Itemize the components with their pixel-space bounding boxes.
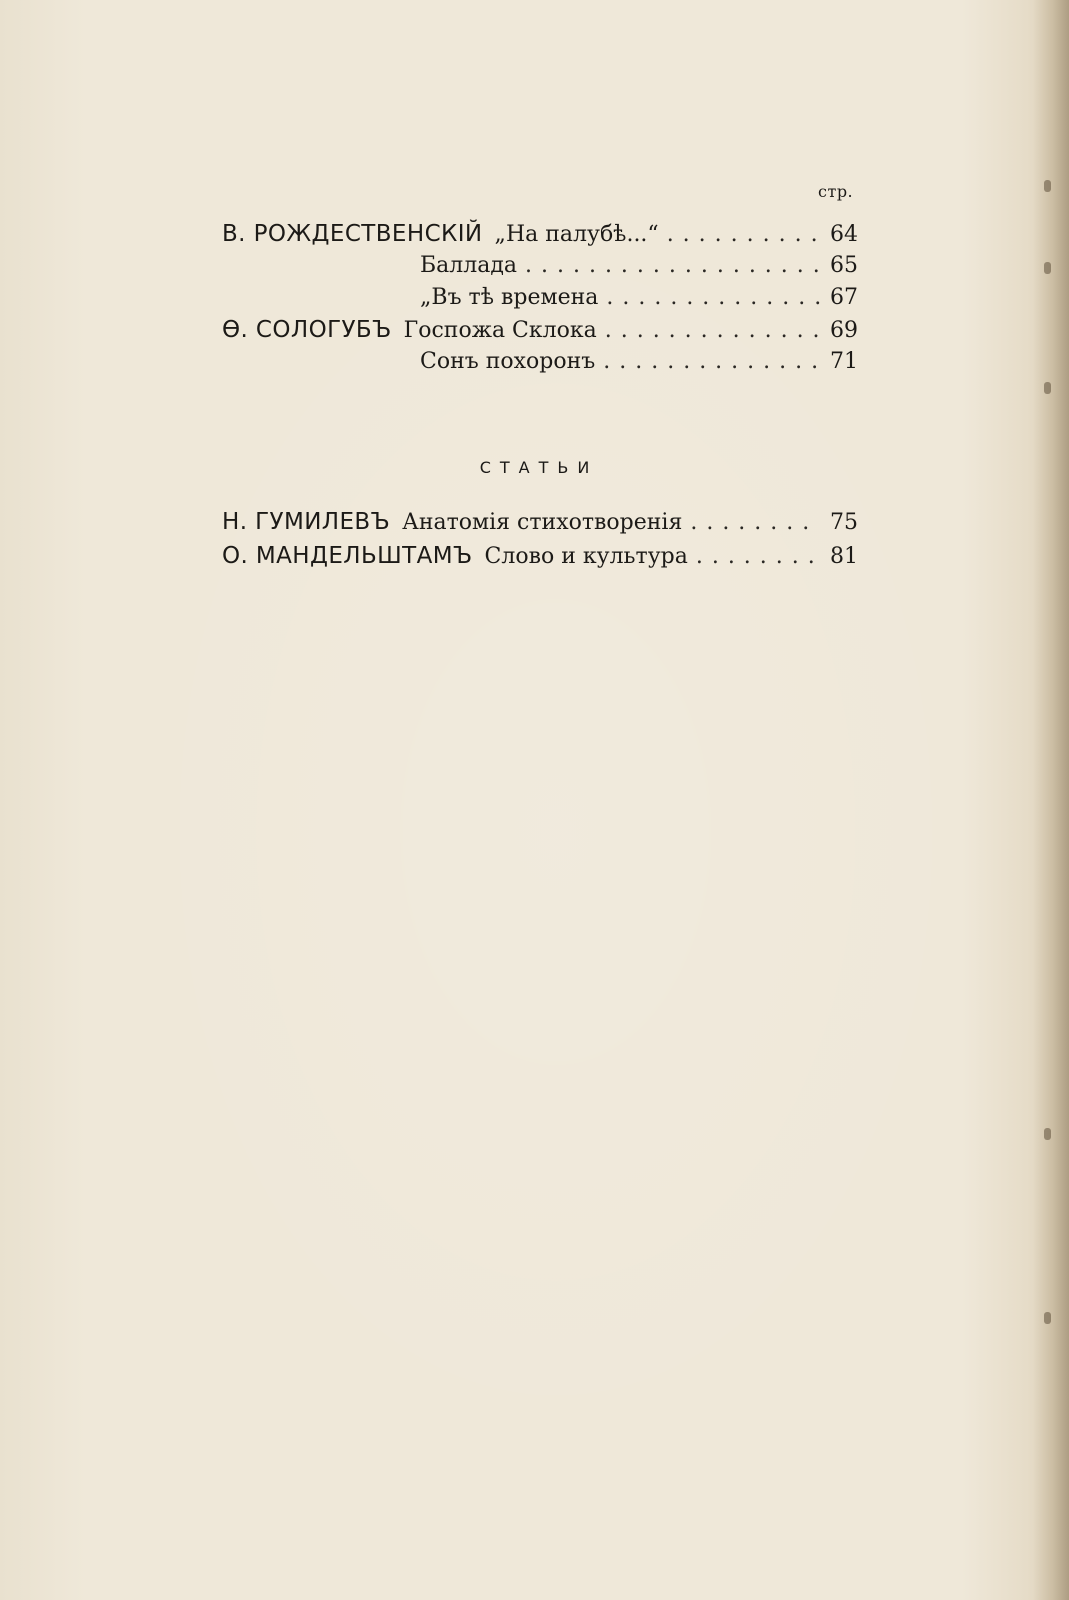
toc-title: „На палубѣ...“ <box>494 222 659 247</box>
section-heading: СТАТЬИ <box>479 458 599 477</box>
toc-page-number: 75 <box>830 510 858 535</box>
page-column-label: стр. <box>818 182 854 201</box>
toc-title: Госпожа Склока <box>403 318 597 343</box>
toc-page-number: 81 <box>830 544 858 569</box>
toc-author: Н. ГУМИЛЕВЪ <box>222 509 391 535</box>
toc-page-number: 65 <box>830 253 858 278</box>
toc-page-number: 69 <box>830 318 858 343</box>
toc-author: О. МАНДЕЛЬШТАМЪ <box>222 543 473 569</box>
toc-entry <box>222 314 858 346</box>
binding-stitch <box>1044 1312 1051 1324</box>
dot-leader <box>605 315 820 347</box>
toc-page-number: 64 <box>830 222 858 247</box>
toc-page-number: 71 <box>830 349 858 374</box>
toc-entry <box>222 506 858 538</box>
toc-entry <box>222 346 858 378</box>
dot-leader <box>696 541 820 573</box>
toc-entry <box>222 540 858 572</box>
page-spine-shadow <box>1033 0 1069 1600</box>
dot-leader <box>667 219 820 251</box>
binding-stitch <box>1044 180 1051 192</box>
dot-leader <box>603 346 820 378</box>
binding-stitch <box>1044 1128 1051 1140</box>
binding-stitch <box>1044 262 1051 274</box>
toc-page-number: 67 <box>830 285 858 310</box>
toc-author: Ѳ. СОЛОГУБЪ <box>222 317 392 343</box>
toc-entry <box>222 218 858 250</box>
toc-title: „Въ тѣ времена <box>420 285 599 310</box>
toc-title: Сонъ похоронъ <box>420 349 596 374</box>
toc-title: Баллада <box>420 253 518 278</box>
toc-author: В. РОЖДЕСТВЕНСКIЙ <box>222 221 483 247</box>
toc-entry <box>222 250 858 282</box>
dot-leader <box>525 250 820 282</box>
dot-leader <box>606 282 820 314</box>
dot-leader <box>690 507 820 539</box>
toc-entry <box>222 282 858 314</box>
binding-stitch <box>1044 382 1051 394</box>
toc-title: Анатомiя стихотворенiя <box>402 510 683 535</box>
toc-title: Слово и культура <box>484 544 688 569</box>
